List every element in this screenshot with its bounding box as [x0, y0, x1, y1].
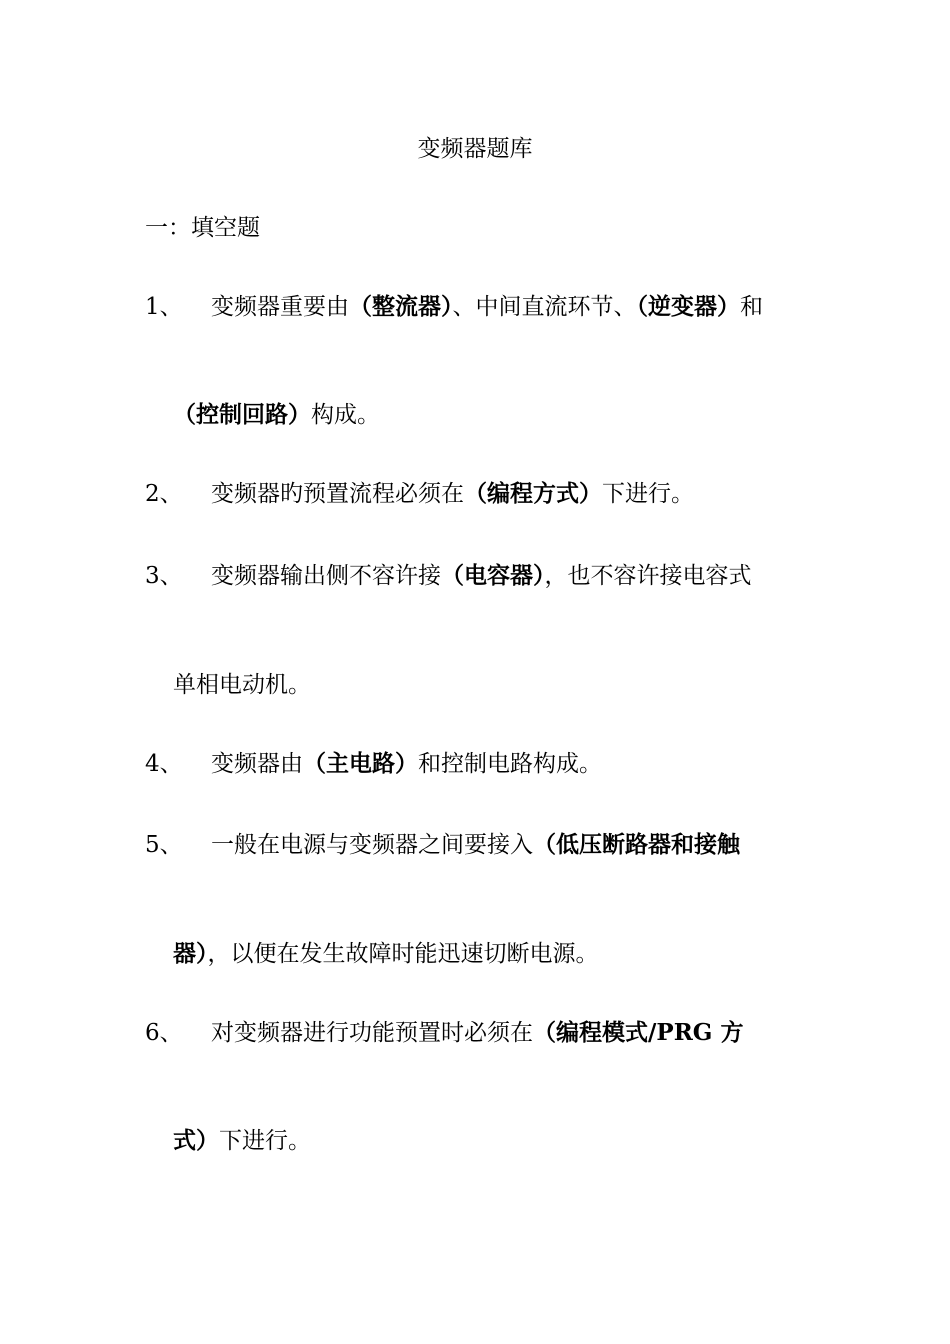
question-3-number: 3、 — [145, 563, 183, 589]
answer-blank: （编程模式/PRG 方 — [533, 1019, 744, 1046]
answer-blank: 式） — [173, 1127, 219, 1154]
question-4-text: 变频器由（主电路）和控制电路构成。 — [211, 750, 602, 777]
answer-blank: （电容器） — [441, 562, 545, 589]
question-5-text: 一般在电源与变频器之间要接入（低压断路器和接触 — [211, 831, 740, 858]
question-1-line-2: （控制回路）构成。 — [173, 401, 380, 428]
answer-blank: （低压断路器和接触 — [533, 831, 740, 858]
answer-blank: （主电路） — [303, 750, 418, 777]
question-6-line-2: 式）下进行。 — [173, 1127, 311, 1154]
question-5-line-2: 器），以便在发生故障时能迅速切断电源。 — [173, 940, 599, 967]
question-1-number: 1、 — [145, 294, 183, 320]
answer-blank: （整流器） — [349, 293, 453, 320]
answer-blank: 器） — [173, 940, 208, 967]
document-title: 变频器题库 — [417, 136, 533, 162]
question-3-text: 变频器输出侧不容许接（电容器），也不容许接电容式 — [211, 562, 752, 589]
question-1-text: 变频器重要由（整流器）、中间直流环节、（逆变器）和 — [211, 293, 763, 320]
question-4-number: 4、 — [145, 751, 183, 777]
question-2-text: 变频器旳预置流程必须在（编程方式）下进行。 — [211, 480, 694, 507]
answer-blank: （编程方式） — [464, 480, 602, 507]
answer-blank: （逆变器） — [636, 293, 740, 320]
answer-blank: （控制回路） — [173, 401, 311, 428]
question-5-number: 5、 — [145, 832, 183, 858]
question-6-number: 6、 — [145, 1020, 183, 1046]
question-2-number: 2、 — [145, 481, 183, 507]
question-3-line-2: 单相电动机。 — [173, 672, 311, 698]
question-6-text: 对变频器进行功能预置时必须在（编程模式/PRG 方 — [211, 1019, 744, 1046]
section-heading: 一：填空题 — [145, 215, 260, 241]
